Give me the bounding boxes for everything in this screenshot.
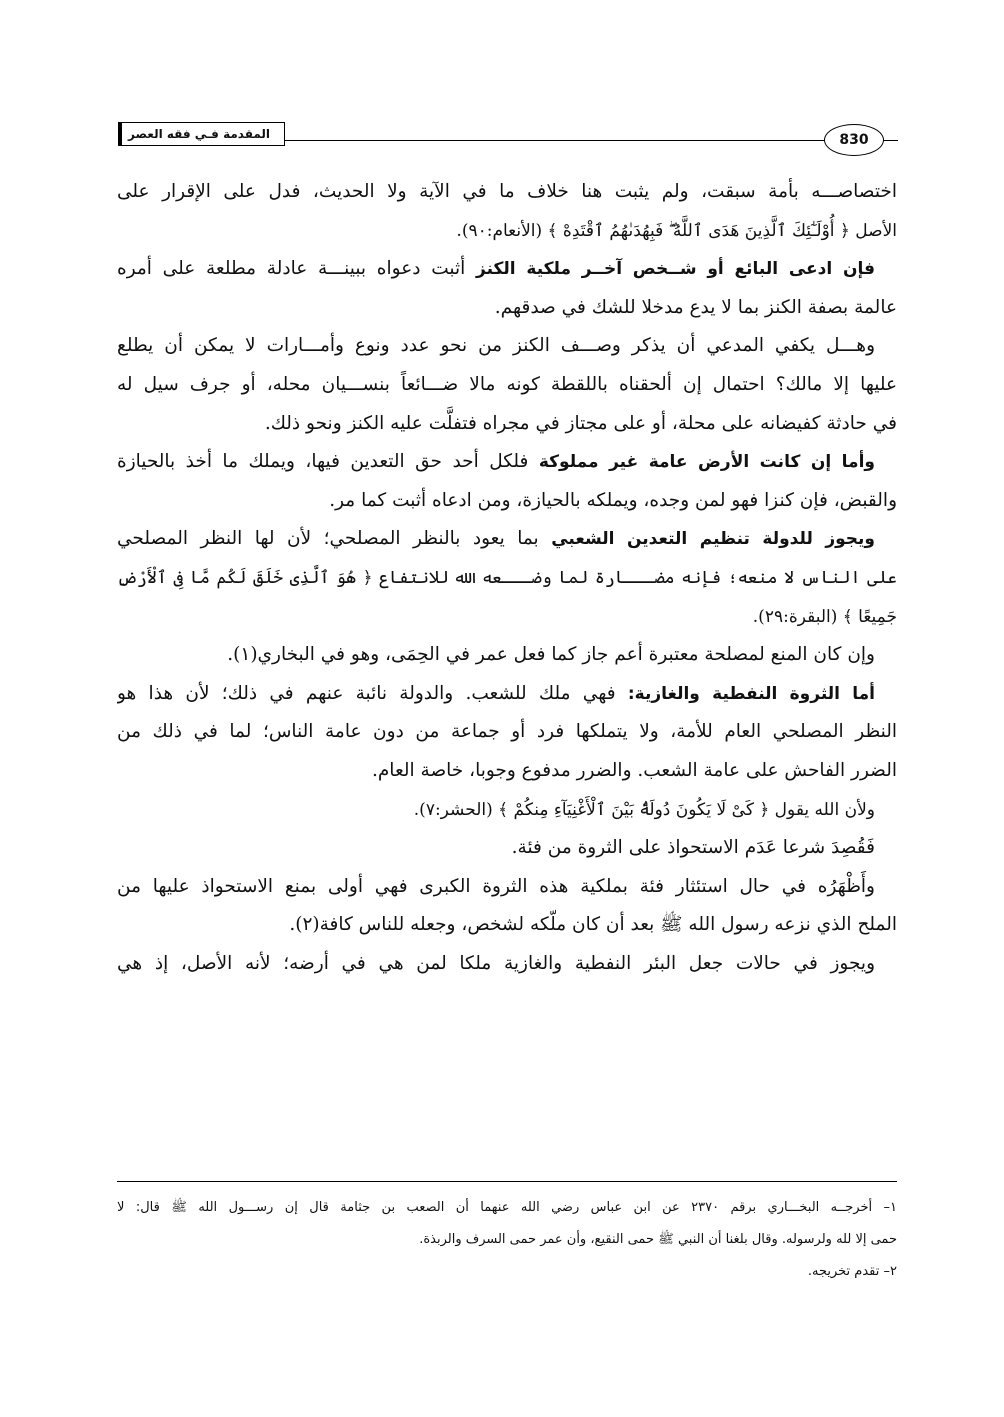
text-line: في حادثة كفيضانه على محلة، أو على مجتاز في مجراه فتفلَّت عليه الكنز ونحو ذلك. xyxy=(264,412,897,434)
book-title: المقدمة فـي فقه العصر xyxy=(118,122,285,146)
footnote-separator xyxy=(117,1181,897,1182)
page-header xyxy=(118,120,898,146)
footnotes xyxy=(117,1192,897,1288)
bold-lead: أما الثروة النفطية والغازية: xyxy=(627,683,875,704)
text-line: على الناس لا منعه؛ فإنه مضـــارة لما وضـــعه الله للانتفاع ﴿ هُوَ ٱلَّذِى خَلَقَ لَكُم مَّا فِى ٱلْأَرْضِ xyxy=(117,567,897,588)
text-line: الأصل ﴿ أُوْلَـٰٓئِكَ ٱلَّذِينَ هَدَى ٱللَّهُ ۖ فَبِهُدَىٰهُمُ ٱقْتَدِهْ ﴾ (الأنعام:٩٠). xyxy=(456,220,897,241)
text-line: والقبض، فإن كنزا فهو لمن وجده، ويملكه بالحيازة، ومن ادعاه أثبت كما مر. xyxy=(329,489,897,511)
header-rule xyxy=(278,140,898,141)
text-line: جَمِيعًا ﴾ (البقرة:٢٩). xyxy=(752,606,897,627)
text-line: فَقُصِدَ شرعا عَدَم الاستحواذ على الثروة من فئة. xyxy=(511,837,875,859)
footnote-line: حمى إلا لله ولرسوله. وقال بلغنا أن النبي ﷺ حمى النقيع، وأن عمر حمى السرف والربذة. xyxy=(419,1232,897,1247)
text-line: وإن كان المنع لمصلحة معتبرة أعم جاز كما فعل عمر في الحِمَى، وهو في البخاري(١). xyxy=(227,644,875,666)
text-line: أما الثروة النفطية والغازية: فهي ملك للشعب. والدولة نائبة عنهم في ذلك؛ لأن هذا هو xyxy=(117,682,875,704)
footnote-line: ١– أخرجــه البخـــاري برقم ٢٣٧٠ عن ابن عباس رضي الله عنهما أن الصعب بن جثامة قال إن رســـول الله ﷺ قال: لا xyxy=(117,1200,897,1215)
text-line: فإن ادعى البائع أو شــخص آخــر ملكية الكنز أثبت دعواه ببينـــة عادلة مطلعة على أمره xyxy=(117,258,876,280)
text-line: النظر المصلحي العام للأمة، ولا يتملكها فرد أو جماعة من دون عامة الناس؛ لما في ذلك من xyxy=(117,721,897,743)
text-line: وأما إن كانت الأرض عامة غير مملوكة فلكل أحد حق التعدين فيها، ويملك ما أخذ بالحيازة xyxy=(117,451,875,473)
text-line: عالمة بصفة الكنز بما لا يدع مدخلا للشك في صدقهم. xyxy=(494,296,897,318)
text-line: ويجوز في حالات جعل البئر النفطية والغازية ملكا لمن هي في أرضه؛ لأنه الأصل، إذ هي xyxy=(117,952,875,974)
bold-lead: فإن ادعى البائع أو شــخص آخــر ملكية الكنز xyxy=(476,259,876,280)
text-line: عليها إلا مالك؟ احتمال إن ألحقناه باللقطة كونه مالا ضـــائعاً بنســـيان محله، أو جرف سيل له xyxy=(117,373,897,395)
text-line: اختصاصـــه بأمة سبقت، ولم يثبت هنا خلاف ما في الآية ولا الحديث، فدل على الإقرار على xyxy=(117,181,897,202)
text-line: ولأن الله يقول ﴿ كَىْ لَا يَكُونَ دُولَةًۢ بَيْنَ ٱلْأَغْنِيَآءِ مِنكُمْ ﴾ (الحشر:٧). xyxy=(413,799,875,820)
text-line: وهـــل يكفي المدعي أن يذكر وصـــف الكنز من نحو عدد ونوع وأمـــارات لا يمكن أن يطلع xyxy=(117,335,875,357)
page-number: 830 xyxy=(824,124,884,156)
text-line: الملح الذي نزعه رسول الله ﷺ بعد أن كان ملّكه لشخص، وجعله للناس كافة(٢). xyxy=(289,914,897,936)
main-text xyxy=(117,173,897,983)
bold-lead: ويجوز للدولة تنظيم التعدين الشعبي xyxy=(551,529,875,550)
footnote-line: ٢– تقدم تخريجه. xyxy=(807,1264,897,1279)
bold-lead: وأما إن كانت الأرض عامة غير مملوكة xyxy=(538,452,875,473)
text-line: وأَظْهَرُه في حال استئثار فئة بملكية هذه الثروة الكبرى فهي أولى بمنع الاستحواذ عليها من xyxy=(117,875,875,897)
text-line: ويجوز للدولة تنظيم التعدين الشعبي بما يعود بالنظر المصلحي؛ لأن لها النظر المصلحي xyxy=(117,528,875,550)
text-line: الضرر الفاحش على عامة الشعب. والضرر مدفوع وجوبا، خاصة العام. xyxy=(371,759,897,781)
